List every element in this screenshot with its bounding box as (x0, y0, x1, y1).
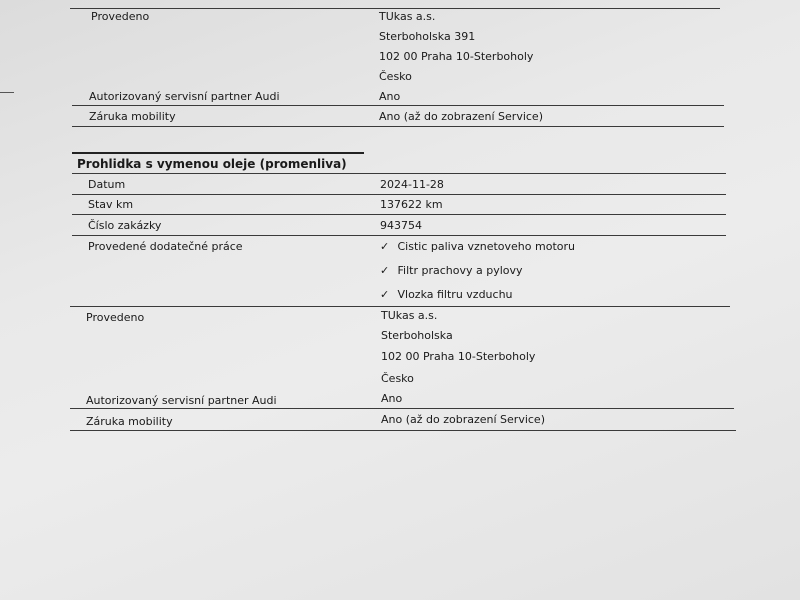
zakazka-label: Číslo zakázky (88, 219, 162, 232)
provedeno-line-3: 102 00 Praha 10-Sterboholy (379, 50, 534, 63)
row-divider (70, 430, 736, 431)
section-title: Prohlidka s vymenou oleje (promenliva) (77, 157, 347, 171)
prace-label: Provedené dodatečné práce (88, 240, 243, 253)
provedeno-line-1: TUkas a.s. (381, 309, 438, 322)
row-divider (70, 306, 730, 307)
provedeno-line-2: Sterboholska 391 (379, 30, 476, 43)
check-icon: ✓ (380, 288, 390, 301)
partner-label: Autorizovaný servisní partner Audi (86, 394, 277, 407)
row-divider (72, 235, 726, 236)
km-value: 137622 km (380, 198, 443, 211)
provedeno-line-4: Česko (379, 70, 412, 83)
provedeno-label: Provedeno (91, 10, 150, 23)
partner-value: Ano (381, 392, 403, 405)
km-label: Stav km (88, 198, 134, 211)
partner-value: Ano (379, 90, 401, 103)
prace-item-text: Filtr prachovy a pylovy (397, 264, 523, 277)
mobility-value: Ano (až do zobrazení Service) (381, 413, 545, 426)
margin-mark (0, 92, 14, 93)
row-divider (70, 408, 734, 409)
mobility-value: Ano (až do zobrazení Service) (379, 110, 543, 123)
row-divider (72, 105, 724, 106)
prace-item (380, 288, 513, 302)
prace-item (380, 264, 523, 278)
check-icon: ✓ (380, 264, 390, 277)
row-divider (72, 126, 724, 127)
provedeno-label: Provedeno (86, 311, 145, 324)
mobility-label: Záruka mobility (86, 415, 173, 428)
datum-value: 2024-11-28 (380, 178, 444, 191)
section-title-rule (72, 152, 364, 154)
prace-item (380, 240, 575, 254)
provedeno-line-3: 102 00 Praha 10-Sterboholy (381, 350, 536, 363)
zakazka-value: 943754 (380, 219, 422, 232)
provedeno-line-1: TUkas a.s. (379, 10, 436, 23)
prace-item-text: Cistic paliva vznetoveho motoru (397, 240, 575, 253)
row-divider (72, 173, 726, 174)
provedeno-line-4: Česko (381, 372, 414, 385)
prace-item-text: Vlozka filtru vzduchu (397, 288, 513, 301)
mobility-label: Záruka mobility (89, 110, 176, 123)
row-divider (70, 8, 720, 9)
provedeno-line-2: Sterboholska (381, 329, 453, 342)
datum-label: Datum (88, 178, 126, 191)
row-divider (72, 214, 726, 215)
row-divider (72, 194, 726, 195)
partner-label: Autorizovaný servisní partner Audi (89, 90, 280, 103)
check-icon: ✓ (380, 240, 390, 253)
